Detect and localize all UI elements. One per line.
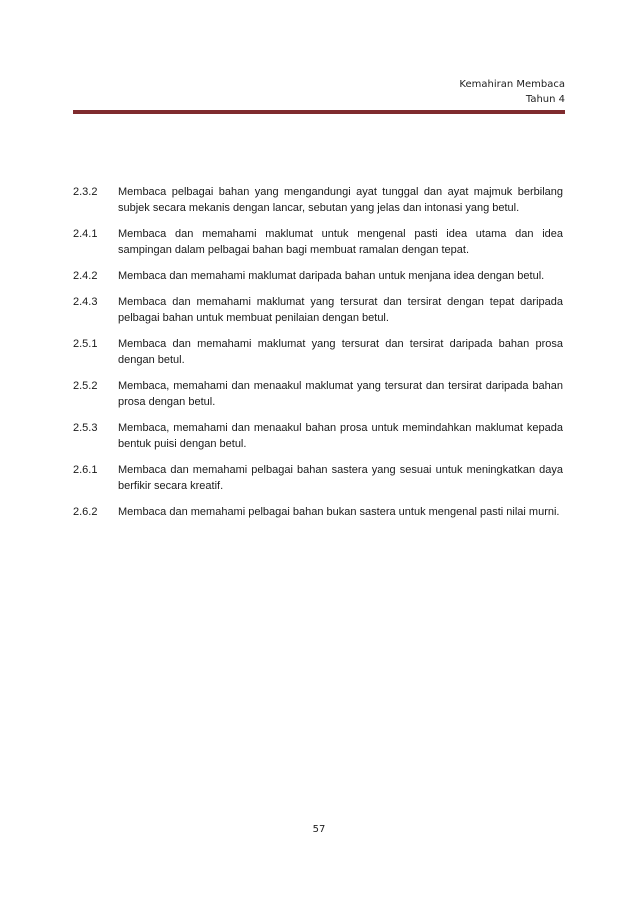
item-text: Membaca, memahami dan menaakul bahan prosa untuk memindahkan maklumat kepada bentuk puisi dengan betul. <box>118 422 563 450</box>
item-code: 2.4.1 <box>73 228 98 240</box>
item-code: 2.5.1 <box>73 338 98 350</box>
item-text: Membaca pelbagai bahan yang mengandungi ayat tunggal dan ayat majmuk berbilang subjek secara mekanis dengan lancar, sebutan yang jelas dan intonasi yang betul. <box>118 186 563 214</box>
list-item <box>73 378 563 410</box>
item-text: Membaca dan memahami maklumat daripada bahan untuk menjana idea dengan betul. <box>118 270 545 282</box>
list-item <box>73 294 563 326</box>
item-code: 2.4.3 <box>73 296 98 308</box>
list-item <box>73 462 563 494</box>
item-code: 2.4.2 <box>73 270 98 282</box>
list-item <box>73 504 563 520</box>
page-number: 57 <box>312 824 326 835</box>
item-code: 2.3.2 <box>73 186 98 198</box>
item-code: 2.6.2 <box>73 506 98 518</box>
item-text: Membaca dan memahami maklumat yang tersurat dan tersirat dengan tepat daripada pelbagai bahan untuk membuat penilaian dengan betul. <box>118 296 563 324</box>
item-text: Membaca, memahami dan menaakul maklumat yang tersurat dan tersirat daripada bahan prosa dengan betul. <box>118 380 563 408</box>
list-item <box>73 226 563 258</box>
list-item <box>73 184 563 216</box>
item-code: 2.6.1 <box>73 464 98 476</box>
learning-standards-list <box>73 184 563 530</box>
header-title: Kemahiran Membaca <box>459 79 565 90</box>
list-item <box>73 336 563 368</box>
list-item <box>73 420 563 452</box>
list-item <box>73 268 563 284</box>
item-text: Membaca dan memahami pelbagai bahan sastera yang sesuai untuk meningkatkan daya berfikir secara kreatif. <box>118 464 563 492</box>
item-code: 2.5.3 <box>73 422 98 434</box>
item-code: 2.5.2 <box>73 380 98 392</box>
header-subtitle: Tahun 4 <box>525 93 565 105</box>
item-text: Membaca dan memahami pelbagai bahan bukan sastera untuk mengenal pasti nilai murni. <box>118 506 560 518</box>
running-header <box>459 78 565 107</box>
item-text: Membaca dan memahami maklumat yang tersurat dan tersirat daripada bahan prosa dengan betul. <box>118 338 563 366</box>
header-rule <box>73 110 565 114</box>
item-text: Membaca dan memahami maklumat untuk mengenal pasti idea utama dan idea sampingan dalam pelbagai bahan bagi membuat ramalan dengan tepat. <box>118 228 563 256</box>
